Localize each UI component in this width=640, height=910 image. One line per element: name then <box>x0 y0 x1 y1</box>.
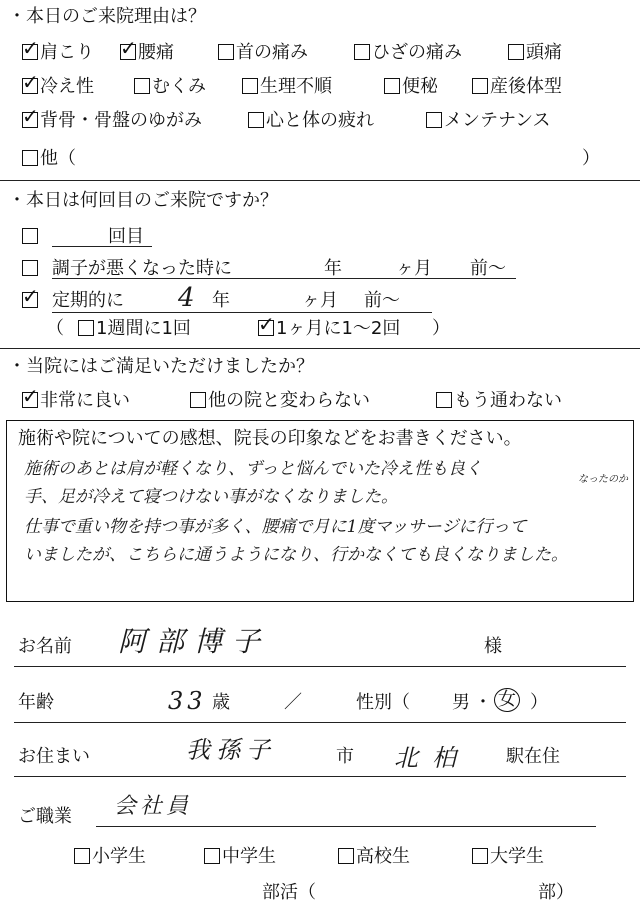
visit-regular-option[interactable] <box>22 290 40 312</box>
reason-option[interactable]: メンテナンス <box>426 110 551 132</box>
freq-option-weekly[interactable]: 1週間に1回 <box>78 318 191 340</box>
visit-regular-year: 年 <box>212 290 230 311</box>
checkbox-icon[interactable] <box>248 112 264 128</box>
reason-option[interactable]: ✓背骨・骨盤のゆがみ <box>22 110 202 132</box>
other-close-paren: ） <box>582 148 600 169</box>
checkbox-icon[interactable] <box>190 392 206 408</box>
visit-worse-label: 調子が悪くなった時に <box>52 258 232 279</box>
club-close: 部） <box>538 882 574 903</box>
club-label: 部活（ <box>262 882 316 903</box>
checkbox-icon[interactable] <box>22 292 38 308</box>
reason-option[interactable]: ✓ 腰痛 <box>120 42 174 64</box>
school-option[interactable]: 小学生 <box>74 846 146 868</box>
age-sex-slash: ／ <box>284 692 302 713</box>
checkbox-icon[interactable] <box>472 848 488 864</box>
name-label: お名前 <box>18 636 72 657</box>
visit-worse-year: 年 <box>324 258 342 279</box>
visit-worse-month: ヶ月 <box>396 258 432 279</box>
checkbox-icon[interactable] <box>78 320 94 336</box>
visit-regular-line <box>52 312 432 313</box>
checkbox-icon[interactable] <box>218 44 234 60</box>
visit-regular-month: ヶ月 <box>302 290 338 311</box>
checkbox-icon[interactable] <box>74 848 90 864</box>
sex-female[interactable] <box>494 688 520 712</box>
visit-count-suffix: 回目 <box>108 226 144 247</box>
visit-worse-option[interactable] <box>22 258 40 280</box>
reason-option[interactable]: ひざの痛み <box>354 42 462 64</box>
sex-close: ） <box>530 692 548 713</box>
section-divider <box>0 180 640 181</box>
name-suffix: 様 <box>484 636 502 657</box>
impression-line: 施術のあとは肩が軽くなり、ずっと悩んでいた冷え性も良く <box>24 459 482 479</box>
school-option[interactable]: 高校生 <box>338 846 410 868</box>
checkbox-icon[interactable] <box>436 392 452 408</box>
satisfaction-option[interactable]: ✓非常に良い <box>22 390 130 412</box>
impression-line: 手、足が冷えて寝つけない事がなくなりました。 <box>24 487 398 507</box>
checkbox-icon[interactable] <box>22 112 38 128</box>
name-value[interactable]: 阿部博子 <box>118 625 271 658</box>
reason-option[interactable]: ✓冷え性 <box>22 76 94 98</box>
checkbox-icon[interactable] <box>22 392 38 408</box>
checkbox-icon[interactable] <box>22 78 38 94</box>
checkbox-icon[interactable] <box>22 260 38 276</box>
sex-dot: ・ <box>474 692 492 713</box>
visit-worse-line <box>52 278 516 279</box>
reason-option[interactable]: 頭痛 <box>508 42 562 64</box>
checkbox-icon[interactable] <box>22 150 38 166</box>
school-option[interactable]: 中学生 <box>204 846 276 868</box>
reason-option[interactable]: 産後体型 <box>472 76 562 98</box>
age-label: 年齢 <box>18 692 54 713</box>
visit-worse-ago: 前～ <box>470 258 506 279</box>
freq-paren-close: ） <box>432 318 450 339</box>
checkbox-icon[interactable] <box>134 78 150 94</box>
reason-option[interactable]: 生理不順 <box>242 76 332 98</box>
reason-option[interactable]: ✓肩こり <box>22 42 94 64</box>
checkbox-icon[interactable] <box>22 228 38 244</box>
impression-line: 仕事で重い物を持つ事が多く、腰痛で月に1度マッサージに行って <box>24 517 527 537</box>
satisfaction-option[interactable]: 他の院と変わらない <box>190 390 370 412</box>
checkbox-icon[interactable] <box>508 44 524 60</box>
checkbox-icon[interactable] <box>384 78 400 94</box>
age-underline <box>14 722 626 723</box>
checkbox-icon[interactable] <box>120 44 136 60</box>
address-label: お住まい <box>18 746 90 767</box>
checkbox-icon[interactable] <box>22 44 38 60</box>
job-underline <box>96 826 596 827</box>
name-underline <box>14 666 626 667</box>
visit-regular-label: 定期的に <box>52 290 124 311</box>
visit-regular-years-handwritten: 4 <box>178 283 195 313</box>
job-value[interactable]: 会社員 <box>114 794 193 819</box>
age-unit: 歳 <box>212 692 230 713</box>
checkbox-icon[interactable] <box>338 848 354 864</box>
station-suffix: 駅在住 <box>506 746 560 767</box>
freq-option-monthly[interactable]: ✓ 1ヶ月に1～2回 <box>258 318 400 340</box>
reason-option[interactable]: 心と体の疲れ <box>248 110 374 132</box>
sex-female-circle: 女 <box>494 688 520 712</box>
age-value[interactable]: 33 <box>168 687 207 715</box>
satisfaction-heading: ・当院にはご満足いただけましたか？ <box>8 356 314 377</box>
checkbox-icon[interactable] <box>472 78 488 94</box>
impression-line: いましたが、こちらに通うようになり、行かなくても良くなりました。 <box>24 545 568 565</box>
reason-option[interactable]: 首の痛み <box>218 42 308 64</box>
impressions-prompt: 施術や院についての感想、院長の印象などをお書きください。 <box>18 428 522 449</box>
sex-label: 性別（ <box>356 692 410 713</box>
visit-heading: ・本日は何回目のご来院ですか？ <box>8 190 278 211</box>
station-value[interactable]: 北柏 <box>394 744 470 772</box>
job-label: ご職業 <box>18 806 72 827</box>
checkbox-icon[interactable] <box>204 848 220 864</box>
satisfaction-option[interactable]: もう通わない <box>436 390 562 412</box>
section-divider <box>0 348 640 349</box>
reason-option[interactable]: 便秘 <box>384 76 438 98</box>
reason-option[interactable]: むくみ <box>134 76 206 98</box>
reason-option-other[interactable]: 他（ <box>22 148 76 170</box>
freq-paren-open: （ <box>46 318 64 339</box>
checkbox-icon[interactable] <box>242 78 258 94</box>
city-value[interactable]: 我孫子 <box>186 736 276 764</box>
reasons-heading: ・本日のご来院理由は？ <box>8 6 206 27</box>
visit-count-option[interactable] <box>22 226 40 248</box>
school-option[interactable]: 大学生 <box>472 846 544 868</box>
address-underline <box>14 776 626 777</box>
city-unit: 市 <box>336 746 354 767</box>
checkbox-icon[interactable] <box>426 112 442 128</box>
checkbox-icon[interactable] <box>354 44 370 60</box>
impression-note: なったのか <box>578 474 628 485</box>
sex-male[interactable]: 男 <box>452 692 470 713</box>
checkbox-icon[interactable] <box>258 320 274 336</box>
visit-regular-ago: 前～ <box>364 290 400 311</box>
